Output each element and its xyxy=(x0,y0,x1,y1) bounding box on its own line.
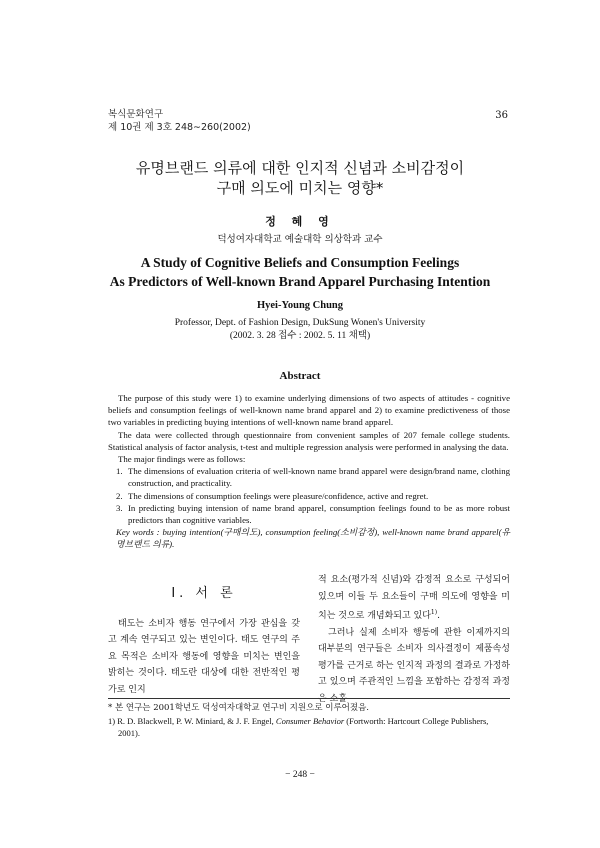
abstract-paragraph: The purpose of this study were 1) to examine underlying dimensions of two aspects of attitudes - cognitive beliefs and consumption feelings of well-known name brand apparel and 2) to examine predictiveness of those two variables in predicting buying intentions of well-known name brand apparel. xyxy=(108,393,510,428)
abstract-body xyxy=(108,392,510,551)
body-text: 적 요소(평가적 신념)와 감정적 요소로 구성되어 있으며 이들 두 요소들이 구매 의도에 영향을 미치는 것으로 개념화되고 있다 xyxy=(318,575,510,621)
korean-title-line2: 구매 의도에 미치는 영향* xyxy=(216,179,384,197)
footnote-text: 2001). xyxy=(118,727,140,738)
finding-item xyxy=(108,490,510,502)
korean-title-line1: 유명브랜드 의류에 대한 인지적 신념과 소비감정이 xyxy=(135,159,465,177)
english-affiliation-line1: Professor, Dept. of Fashion Design, DukSung Wonen's University xyxy=(174,318,426,328)
keywords xyxy=(108,526,510,550)
body-paragraph: 태도는 소비자 행동 연구에서 가장 관심을 갖고 계속 연구되고 있는 변인이다. 태도 연구의 주요 목적은 소비자 행동에 영향을 미치는 변인을 밝히는 것이다. 태도란 대상에 대한 전반적인 평가로 인지 xyxy=(108,618,300,695)
finding-text: The dimensions of evaluation criteria of well-known name brand apparel were design/brand name, clothing construction, and practicality. xyxy=(128,466,510,489)
footnote-funding: * 본 연구는 2001학년도 덕성여자대학교 연구비 지원으로 이루어졌음. xyxy=(108,703,369,713)
finding-number: 3. xyxy=(116,502,123,513)
english-title-line1: A Study of Cognitive Beliefs and Consumption Feelings xyxy=(140,255,460,270)
finding-item xyxy=(108,465,510,489)
abstract-heading: Abstract xyxy=(279,370,321,382)
korean-title xyxy=(0,158,600,198)
finding-text: In predicting buying intension of name brand apparel, consumption feelings found to be as more robust predictors than cognitive variables. xyxy=(128,502,510,526)
footnote-rule xyxy=(108,698,510,699)
keywords-text: buying intention(구매의도), consumption feeling(소비감정), well-known name brand apparel(유명브랜드 의류). xyxy=(116,527,510,550)
footnote-text: (Fortworth: Hartcourt College Publishers, xyxy=(344,716,489,726)
section-heading: I. 서 론 xyxy=(171,586,237,601)
keywords-label: Key words : xyxy=(116,527,160,538)
body-paragraph: 그러나 실제 소비자 행동에 관한 이제까지의 대부분의 연구들은 소비자 의사결정이 제품속성 평가를 근거로 하는 인지적 과정의 결과로 가정하고 있으며 주관적인 느낌을 포함하는 감정적 과정은 소홀 xyxy=(318,627,510,704)
english-title-line2: As Predictors of Well-known Brand Apparel Purchasing Intention xyxy=(109,274,491,289)
journal-name: 복식문화연구 xyxy=(108,109,164,120)
body-text: . xyxy=(437,611,440,621)
right-column xyxy=(318,572,510,707)
footnote-book-title: Consumer Behavior xyxy=(275,716,345,726)
finding-number: 1. xyxy=(116,466,123,477)
korean-author: 정 혜 영 xyxy=(265,215,335,228)
footnote-ref: 1) xyxy=(430,609,438,616)
page-number-top: 36 xyxy=(495,110,508,121)
finding-number: 2. xyxy=(116,490,123,501)
finding-text: The dimensions of consumption feelings were pleasure/confidence, active and regret. xyxy=(128,490,429,501)
finding-item xyxy=(108,502,510,526)
english-affiliation xyxy=(0,317,600,343)
abstract-paragraph: The data were collected through questionnaire from convenient samples of 207 female college students. Statistical analysis of factor analysis, t-test and multiple regression analysis were performed in analysing the data. xyxy=(108,429,510,452)
footnote-reference xyxy=(108,716,510,739)
abstract-paragraph: The major findings were as follows: xyxy=(118,454,246,465)
body-paragraph xyxy=(318,572,510,625)
footnote-text: 1) R. D. Blackwell, P. W. Miniard, & J. F. Engel, xyxy=(108,716,276,726)
english-title xyxy=(0,253,600,291)
english-author: Hyei-Young Chung xyxy=(256,300,344,311)
korean-affiliation: 덕성여자대학교 예술대학 의상학과 교수 xyxy=(217,234,383,245)
page-footer-number: − 248 − xyxy=(285,770,315,780)
journal-volume: 제 10권 제 3호 248∼260(2002) xyxy=(108,122,251,133)
left-column xyxy=(108,572,300,698)
received-accepted-dates: (2002. 3. 28 접수 : 2002. 5. 11 채택) xyxy=(229,331,371,341)
journal-info xyxy=(108,108,251,134)
